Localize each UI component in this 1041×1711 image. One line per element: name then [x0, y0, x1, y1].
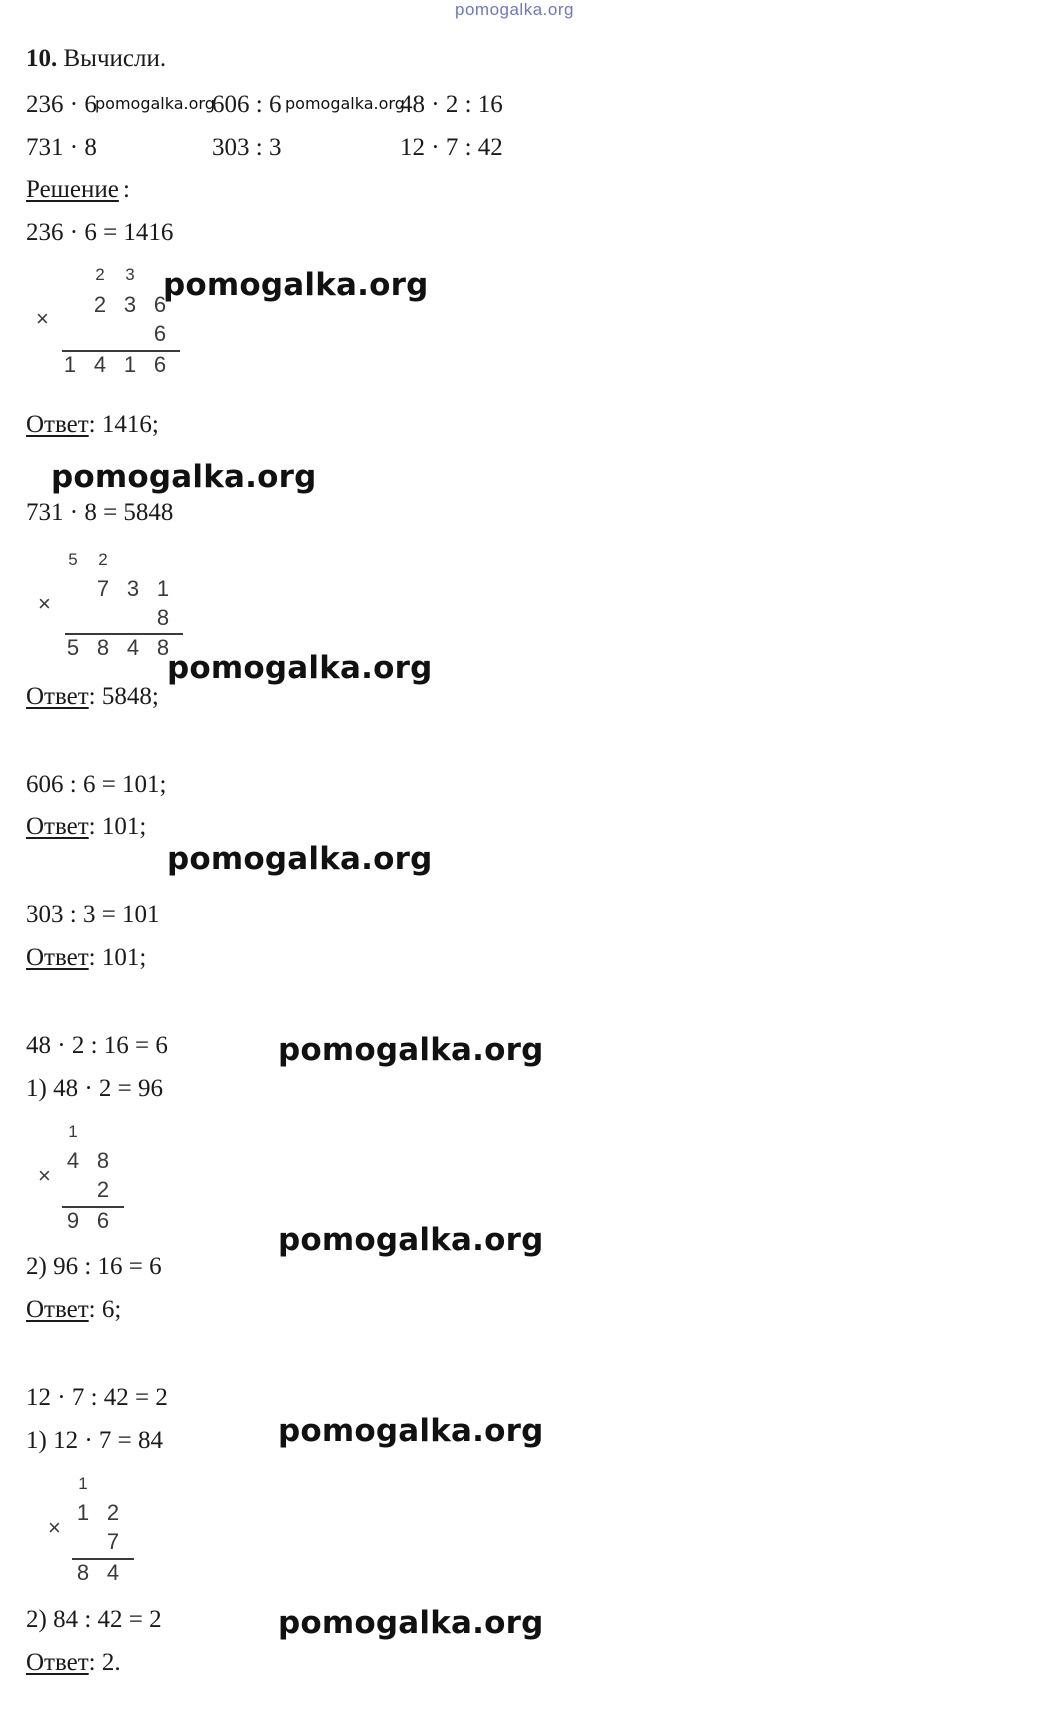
answer-line — [26, 1295, 121, 1325]
digit: 6 — [96, 1208, 110, 1233]
digit: 8 — [96, 635, 110, 660]
task-expr: 606 : 6 — [212, 91, 282, 118]
task-expr: 12 · 7 : 42 — [400, 134, 503, 161]
answer-label: Ответ — [26, 813, 89, 840]
digit: 6 — [153, 352, 167, 377]
digit: 9 — [66, 1208, 80, 1233]
digit: 4 — [93, 352, 107, 377]
digit: 4 — [126, 635, 140, 660]
digit: 2 — [96, 1177, 110, 1202]
watermark-top: pomogalka.org — [455, 0, 574, 19]
carry-digit: 5 — [68, 550, 78, 569]
column-multiplication — [38, 546, 180, 666]
column-multiplication — [36, 262, 180, 382]
carry-digit: 2 — [95, 265, 105, 284]
answer-label: Ответ — [26, 411, 89, 438]
digit: 1 — [63, 352, 77, 377]
watermark: pomogalka.org — [167, 650, 433, 686]
digit: 5 — [66, 635, 80, 660]
step: 1) 12 · 7 = 84 — [26, 1427, 163, 1454]
digit: 8 — [156, 605, 170, 630]
answer-line — [26, 943, 146, 973]
watermark: pomogalka.org — [278, 1222, 544, 1258]
watermark-small: pomogalka.org — [285, 94, 405, 113]
digit: 1 — [156, 576, 170, 601]
multiply-sign: × — [36, 306, 49, 331]
answer-value: : 101; — [88, 813, 147, 840]
answer-value: : 1416; — [88, 411, 159, 438]
task-expr: 48 · 2 : 16 — [400, 91, 503, 118]
solution-colon: : — [123, 176, 130, 203]
carry-digit: 1 — [78, 1474, 88, 1493]
carry-digit: 3 — [125, 265, 135, 284]
task-expr: 303 : 3 — [212, 134, 282, 161]
watermark: pomogalka.org — [167, 841, 433, 877]
digit: 7 — [96, 576, 110, 601]
digit: 8 — [156, 635, 170, 660]
digit: 3 — [126, 576, 140, 601]
answer-label: Ответ — [26, 1649, 89, 1676]
digit: 6 — [153, 292, 167, 317]
answer-value: : 5848; — [88, 683, 159, 710]
answer-line — [26, 812, 146, 842]
answer-line — [26, 682, 159, 712]
answer-label: Ответ — [26, 683, 89, 710]
digit: 7 — [106, 1529, 120, 1554]
watermark: pomogalka.org — [278, 1413, 544, 1449]
column-multiplication — [38, 1118, 130, 1238]
answer-label: Ответ — [26, 1296, 89, 1323]
watermark: pomogalka.org — [51, 459, 317, 495]
digit: 4 — [66, 1148, 80, 1173]
digit: 8 — [76, 1560, 90, 1585]
multiply-sign: × — [38, 591, 51, 616]
digit: 2 — [93, 292, 107, 317]
step: 2) 96 : 16 = 6 — [26, 1253, 162, 1280]
task-number: 10. — [26, 45, 58, 72]
watermark: pomogalka.org — [163, 267, 429, 303]
digit: 2 — [106, 1500, 120, 1525]
digit: 3 — [123, 292, 137, 317]
multiply-sign: × — [48, 1515, 61, 1540]
equation: 12 · 7 : 42 = 2 — [26, 1384, 168, 1411]
digit: 6 — [153, 321, 167, 346]
equation: 731 · 8 = 5848 — [26, 499, 174, 526]
column-multiplication — [48, 1470, 140, 1590]
watermark: pomogalka.org — [278, 1605, 544, 1641]
answer-value: : 101; — [88, 944, 147, 971]
equation: 236 · 6 = 1416 — [26, 219, 174, 246]
watermark: pomogalka.org — [278, 1032, 544, 1068]
carry-digit: 2 — [98, 550, 108, 569]
carry-digit: 1 — [68, 1122, 78, 1141]
task-expr: 731 · 8 — [26, 134, 97, 161]
task-expr: 236 · 6 — [26, 91, 97, 118]
equation: 606 : 6 = 101; — [26, 771, 167, 798]
solution-label: Решение — [26, 176, 119, 203]
digit: 1 — [123, 352, 137, 377]
answer-line — [26, 410, 159, 440]
task-heading — [26, 44, 166, 74]
multiply-sign: × — [38, 1163, 51, 1188]
digit: 1 — [76, 1500, 90, 1525]
step: 2) 84 : 42 = 2 — [26, 1606, 162, 1633]
digit: 8 — [96, 1148, 110, 1173]
answer-value: : 2. — [88, 1649, 121, 1676]
digit: 4 — [106, 1560, 120, 1585]
equation: 303 : 3 = 101 — [26, 901, 160, 928]
task-title: Вычисли. — [63, 45, 167, 72]
answer-value: : 6; — [88, 1296, 122, 1323]
answer-label: Ответ — [26, 944, 89, 971]
step: 1) 48 · 2 = 96 — [26, 1075, 163, 1102]
answer-line — [26, 1648, 121, 1678]
watermark-small: pomogalka.org — [95, 94, 215, 113]
equation: 48 · 2 : 16 = 6 — [26, 1032, 168, 1059]
